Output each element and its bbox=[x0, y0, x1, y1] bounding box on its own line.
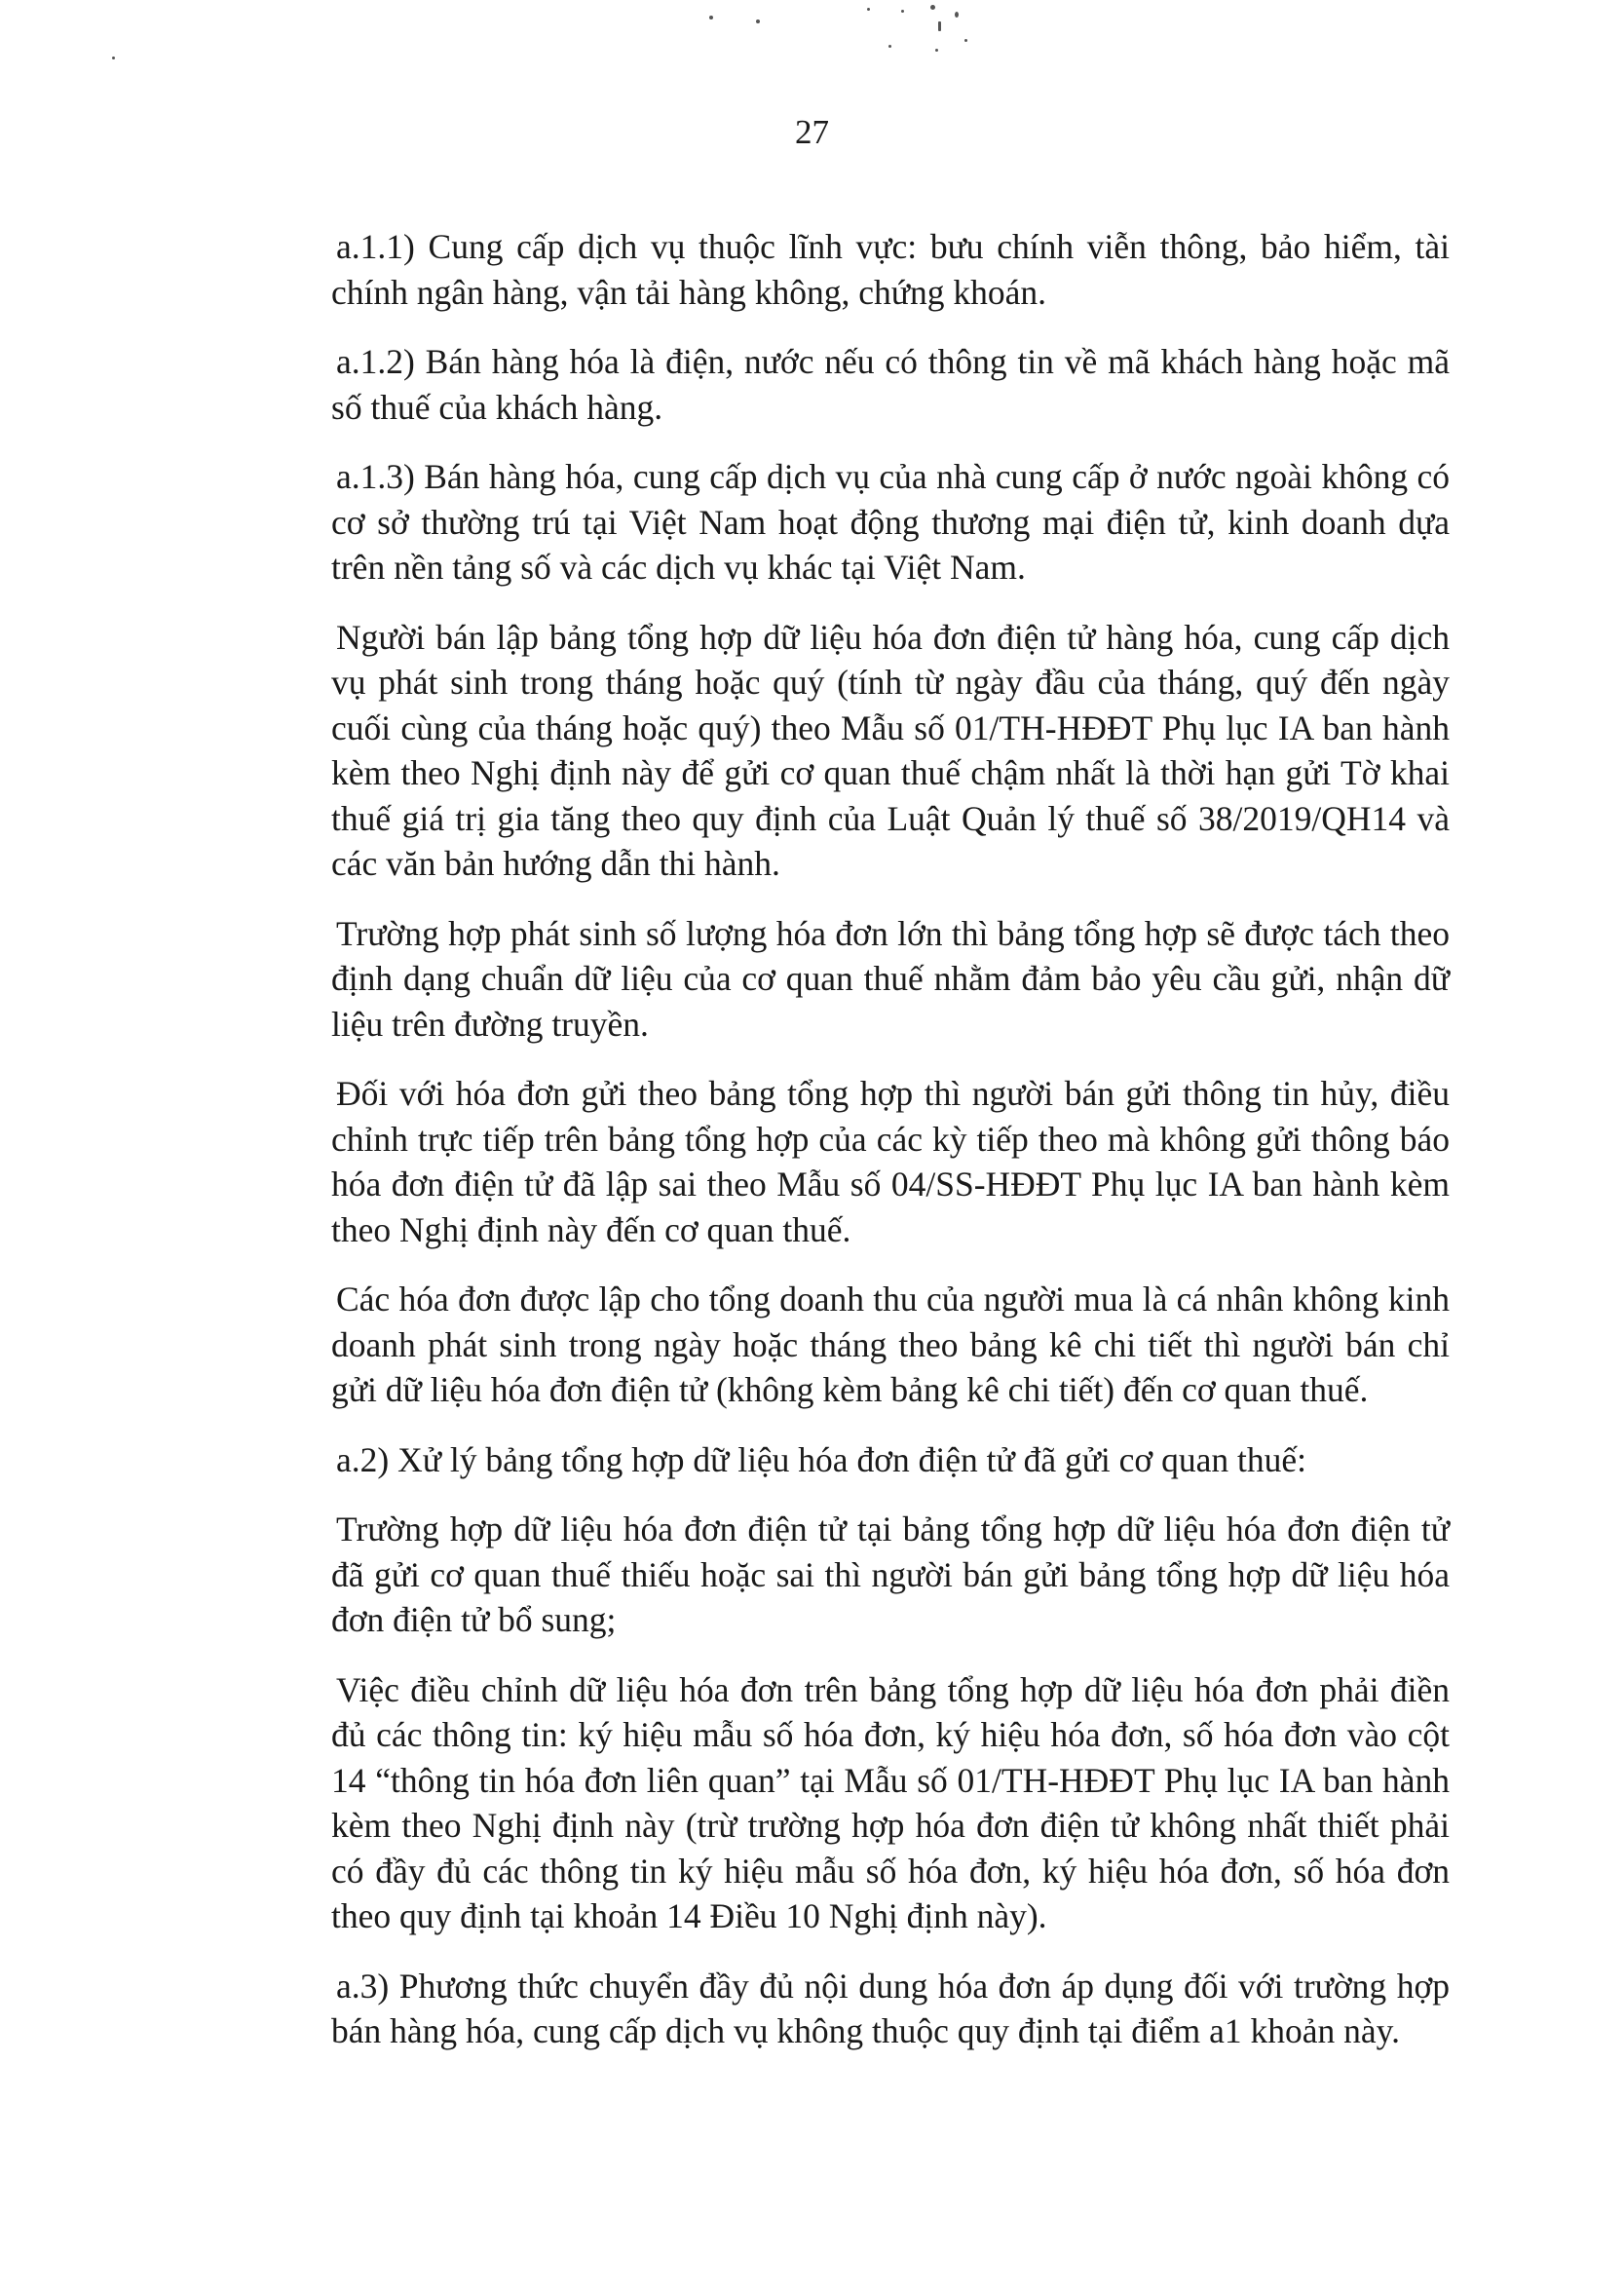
scan-speck bbox=[938, 21, 941, 31]
scan-speck bbox=[709, 16, 713, 19]
scan-speck bbox=[935, 49, 938, 52]
page-number: 27 bbox=[795, 113, 829, 151]
paragraph-a3: a.3) Phương thức chuyển đầy đủ nội dung hóa đơn áp dụng đối với trường hợp bán hàng hóa, cung cấp dịch vụ không thuộc quy định tại điểm a1 khoản này. bbox=[331, 1966, 1450, 2050]
paragraph-a13: a.1.3) Bán hàng hóa, cung cấp dịch vụ của nhà cung cấp ở nước ngoài không có cơ sở thường trú tại Việt Nam hoạt động thương mại điện tử, kinh doanh dựa trên nền tảng số và các dịch vụ khác tại Việt Nam. bbox=[331, 457, 1450, 587]
scan-speck bbox=[964, 39, 967, 42]
scan-speck bbox=[756, 19, 760, 23]
paragraph-a11: a.1.1) Cung cấp dịch vụ thuộc lĩnh vực: bưu chính viễn thông, bảo hiểm, tài chính ngân hàng, vận tải hàng không, chứng khoán. bbox=[331, 227, 1450, 312]
scan-speck bbox=[888, 45, 891, 48]
paragraph-cancel-adjust: Đối với hóa đơn gửi theo bảng tổng hợp thì người bán gửi thông tin hủy, điều chỉnh trực tiếp trên bảng tổng hợp của các kỳ tiếp theo mà không gửi thông báo hóa đơn điện tử đã lập sai theo Mẫu số 04/SS-HĐĐT Phụ lục IA ban hành kèm theo Nghị định này đến cơ quan thuế. bbox=[331, 1074, 1450, 1249]
paragraph-a2-heading: a.2) Xử lý bảng tổng hợp dữ liệu hóa đơn điện tử đã gửi cơ quan thuế: bbox=[336, 1439, 1306, 1479]
scan-speck bbox=[955, 12, 959, 18]
scan-noise bbox=[0, 0, 1624, 97]
paragraph-a12: a.1.2) Bán hàng hóa là điện, nước nếu có thông tin về mã khách hàng hoặc mã số thuế của khách hàng. bbox=[331, 342, 1450, 427]
paragraph-adjustment: Việc điều chỉnh dữ liệu hóa đơn trên bảng tổng hợp dữ liệu hóa đơn phải điền đủ các thông tin: ký hiệu mẫu số hóa đơn, ký hiệu hóa đơn, số hóa đơn vào cột 14 “thông tin hóa đơn liên quan” tại Mẫu số 01/TH-HĐĐT Phụ lục IA ban hành kèm theo Nghị định này (trừ trường hợp hóa đơn điện tử không nhất thiết phải có đầy đủ các thông tin ký hiệu mẫu số hóa đơn, ký hiệu hóa đơn, số hóa đơn theo quy định tại khoản 14 Điều 10 Nghị định này). bbox=[331, 1669, 1450, 1935]
scan-speck bbox=[930, 5, 935, 10]
paragraph-summary-table: Người bán lập bảng tổng hợp dữ liệu hóa đơn điện tử hàng hóa, cung cấp dịch vụ phát sinh trong tháng hoặc quý (tính từ ngày đầu của tháng, quý đến ngày cuối cùng của tháng hoặc quý) theo Mẫu số 01/TH-HĐĐT Phụ lục IA ban hành kèm theo Nghị định này để gửi cơ quan thuế chậm nhất là thời hạn gửi Tờ khai thuế giá trị gia tăng theo quy định của Luật Quản lý thuế số 38/2019/QH14 và các văn bản hướng dẫn thi hành. bbox=[331, 617, 1450, 883]
scan-speck bbox=[112, 57, 115, 59]
scan-speck bbox=[867, 8, 870, 11]
scan-speck bbox=[901, 10, 904, 13]
paragraph-missing-data: Trường hợp dữ liệu hóa đơn điện tử tại bảng tổng hợp dữ liệu hóa đơn điện tử đã gửi cơ quan thuế thiếu hoặc sai thì người bán gửi bảng tổng hợp dữ liệu hóa đơn điện tử bổ sung; bbox=[331, 1510, 1450, 1639]
document-body bbox=[331, 224, 1450, 2079]
paragraph-large-volume: Trường hợp phát sinh số lượng hóa đơn lớn thì bảng tổng hợp sẽ được tách theo định dạng chuẩn dữ liệu của cơ quan thuế nhằm đảm bảo yêu cầu gửi, nhận dữ liệu trên đường truyền. bbox=[331, 913, 1450, 1044]
paragraph-individual-buyers: Các hóa đơn được lập cho tổng doanh thu của người mua là cá nhân không kinh doanh phát sinh trong ngày hoặc tháng theo bảng kê chi tiết thì người bán chỉ gửi dữ liệu hóa đơn điện tử (không kèm bảng kê chi tiết) đến cơ quan thuế. bbox=[331, 1280, 1450, 1409]
